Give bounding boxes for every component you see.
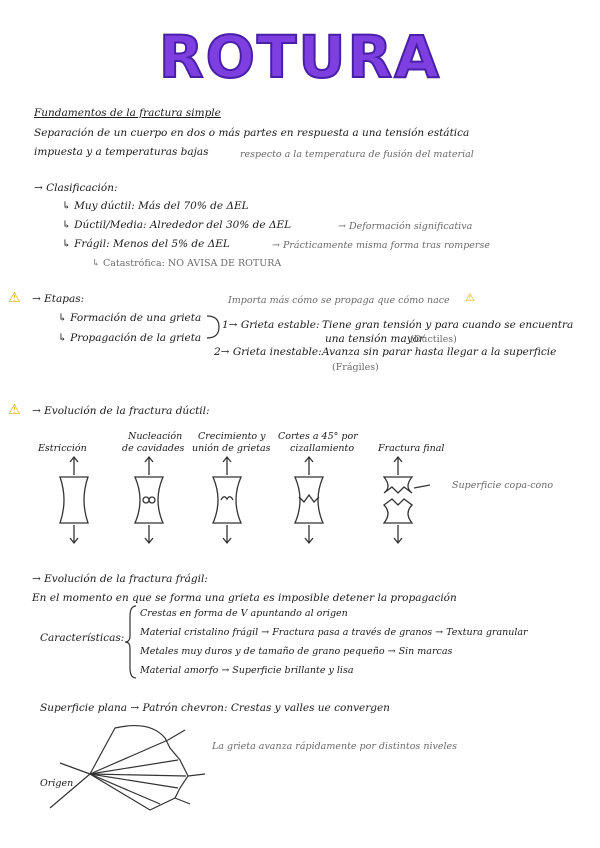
stage-type-1-tag: (Dúctiles) [410, 334, 457, 345]
fragile-intro: En el momento en que se forma una grieta es imposible detener la propagación [32, 592, 457, 604]
warning-icon: ⚠ [465, 291, 475, 304]
ductile-stage-5-label: Fractura final [378, 443, 445, 454]
ductile-stage-4-label: Cortes a 45° por [278, 431, 358, 442]
stage-item-1: ↳ Formación de una grieta [58, 312, 202, 324]
ductile-stage-2-label: Nucleación [128, 431, 183, 442]
warning-icon: ⚠ [8, 402, 21, 418]
class-item-3-note: → Prácticamente misma forma tras romperse [272, 240, 490, 251]
fragile-char-1: Crestas en forma de V apuntando al origen [140, 608, 348, 619]
fragile-char-4: Material amorfo → Superficie brillante y lisa [140, 665, 354, 676]
brace-icon [124, 604, 138, 680]
class-sub: ↳ Catastrófica: NO AVISA DE ROTURA [92, 258, 282, 269]
warning-icon: ⚠ [8, 290, 21, 306]
fundamentals-heading: Fundamentos de la fractura simple [34, 107, 221, 119]
ductile-fracture-diagram [30, 455, 470, 550]
class-item-2: ↳ Dúctil/Media: Alrededor del 30% de ΔEL [62, 219, 292, 231]
fragile-surface: Superficie plana → Patrón chevron: Crestas y valles ue convergen [40, 702, 390, 714]
fragile-char-label: Características: [40, 632, 125, 644]
classification-heading: → Clasificación: [34, 182, 118, 194]
stage-type-2-desc: Avanza sin parar hasta llegar a la superficie [322, 346, 557, 358]
class-item-2-note: → Deformación significativa [338, 221, 473, 232]
fragile-char-2: Material cristalino frágil → Fractura pasa a través de granos → Textura granular [140, 627, 528, 638]
stage-type-1-desc: Tiene gran tensión y para cuando se encuentra [322, 319, 574, 331]
class-item-1: ↳ Muy dúctil: Más del 70% de ΔEL [62, 200, 249, 212]
specimen-necking [60, 457, 88, 543]
ductile-surface-note: Superficie copa-cono [452, 480, 554, 491]
fundamentals-line1: Separación de un cuerpo en dos o más partes en respuesta a una tensión estática [34, 127, 470, 139]
ductile-stage-2-label2: de cavidades [122, 443, 185, 454]
fragile-crack-note: La grieta avanza rápidamente por distintos niveles [212, 741, 458, 752]
specimen-cavities [135, 457, 163, 543]
class-item-3: ↳ Frágil: Menos del 5% de ΔEL [62, 238, 230, 250]
fundamentals-note: respecto a la temperatura de fusión del material [240, 149, 474, 160]
fragile-origin: Origen [40, 778, 74, 789]
specimen-crack-growth [213, 457, 241, 543]
fragile-char-3: Metales muy duros y de tamaño de grano pequeño → Sin marcas [140, 646, 453, 657]
ductile-heading: → Evolución de la fractura dúctil: [32, 405, 210, 417]
stage-type-1-desc2: una tensión mayor [325, 333, 424, 345]
fundamentals-line2: impuesta y a temperaturas bajas [34, 146, 209, 158]
ductile-stage-3-label: Crecimiento y [198, 431, 266, 442]
stage-type-1-label: 1→ Grieta estable: [222, 319, 320, 331]
stages-note: Importa más cómo se propaga que cómo nace [228, 295, 450, 306]
stages-heading: → Etapas: [32, 293, 85, 305]
page-title [150, 22, 450, 92]
chevron-pattern-diagram [40, 718, 210, 818]
ductile-stage-1-label: Estricción [38, 443, 87, 454]
stage-type-2-tag: (Frágiles) [332, 362, 379, 373]
stage-type-2-label: 2→ Grieta inestable: [214, 346, 322, 358]
specimen-final [384, 457, 430, 543]
stage-item-2: ↳ Propagación de la grieta [58, 332, 202, 344]
svg-text:ROTURA: ROTURA [158, 23, 442, 91]
ductile-stage-3-label2: unión de grietas [192, 443, 271, 454]
specimen-shear [295, 457, 323, 543]
ductile-stage-4-label2: cizallamiento [290, 443, 355, 454]
fragile-heading: → Evolución de la fractura frágil: [32, 573, 208, 585]
